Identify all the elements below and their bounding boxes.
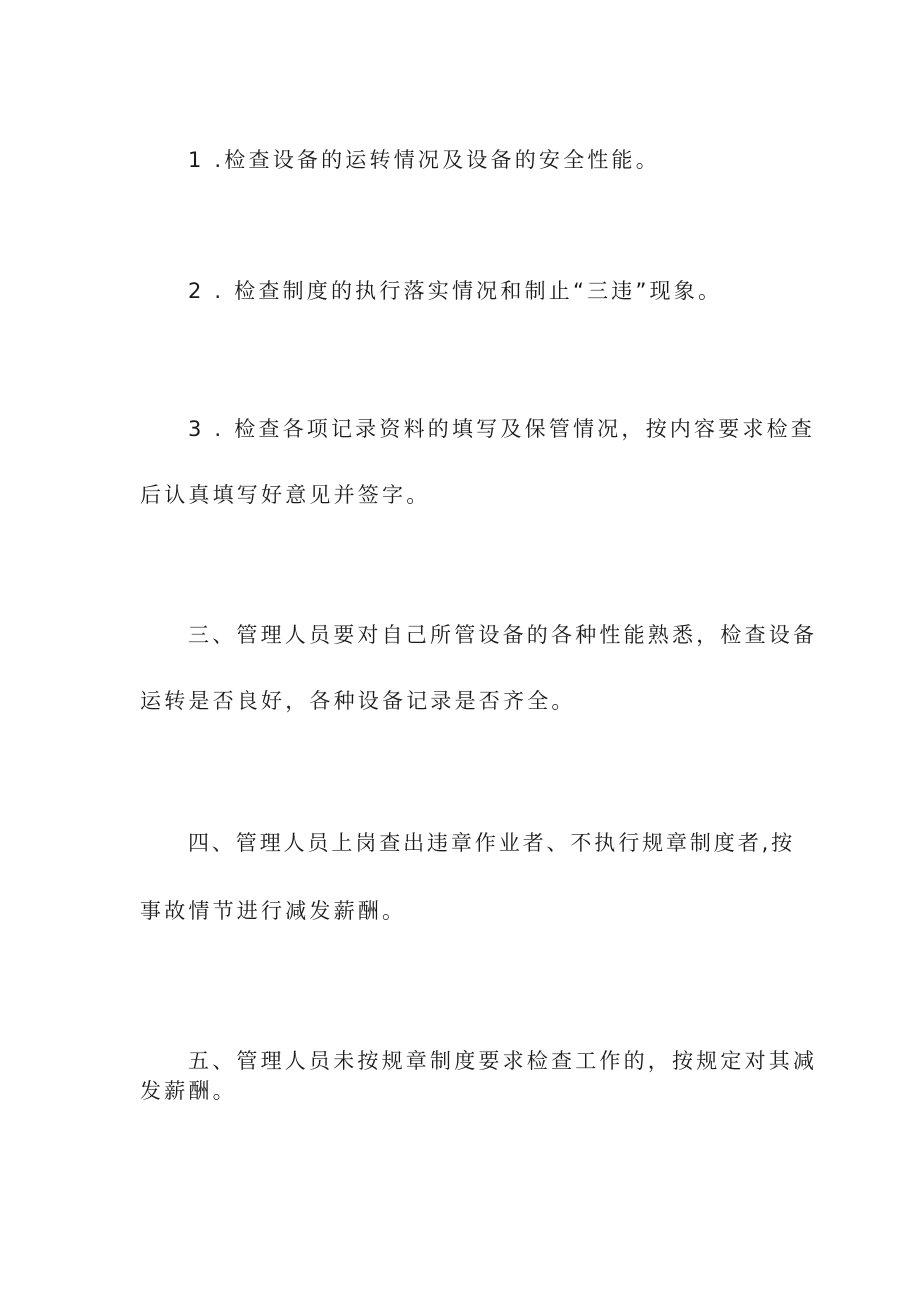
- paragraph-line: 事故情节进行减发薪酬。: [140, 899, 407, 923]
- paragraph-line: 2 . 检查制度的执行落实情况和制止“三违”现象。: [188, 279, 723, 303]
- paragraph-line: 3 . 检查各项记录资料的填写及保管情况，按内容要求检查: [188, 417, 815, 441]
- paragraph-line: 后认真填写好意见并签字。: [140, 483, 431, 507]
- paragraph-line: 运转是否良好，各种设备记录是否齐全。: [140, 689, 576, 713]
- paragraph-line: 五、管理人员未按规章制度要求检查工作的，按规定对其减: [188, 1049, 818, 1073]
- paragraph-line: 发薪酬。: [140, 1079, 237, 1103]
- paragraph-line: 四、管理人员上岗查出违章作业者、不执行规章制度者,按: [188, 831, 796, 855]
- paragraph-line: 1 .检查设备的运转情况及设备的安全性能。: [188, 148, 660, 172]
- paragraph-line: 三、管理人员要对自己所管设备的各种性能熟悉，检查设备: [188, 623, 818, 647]
